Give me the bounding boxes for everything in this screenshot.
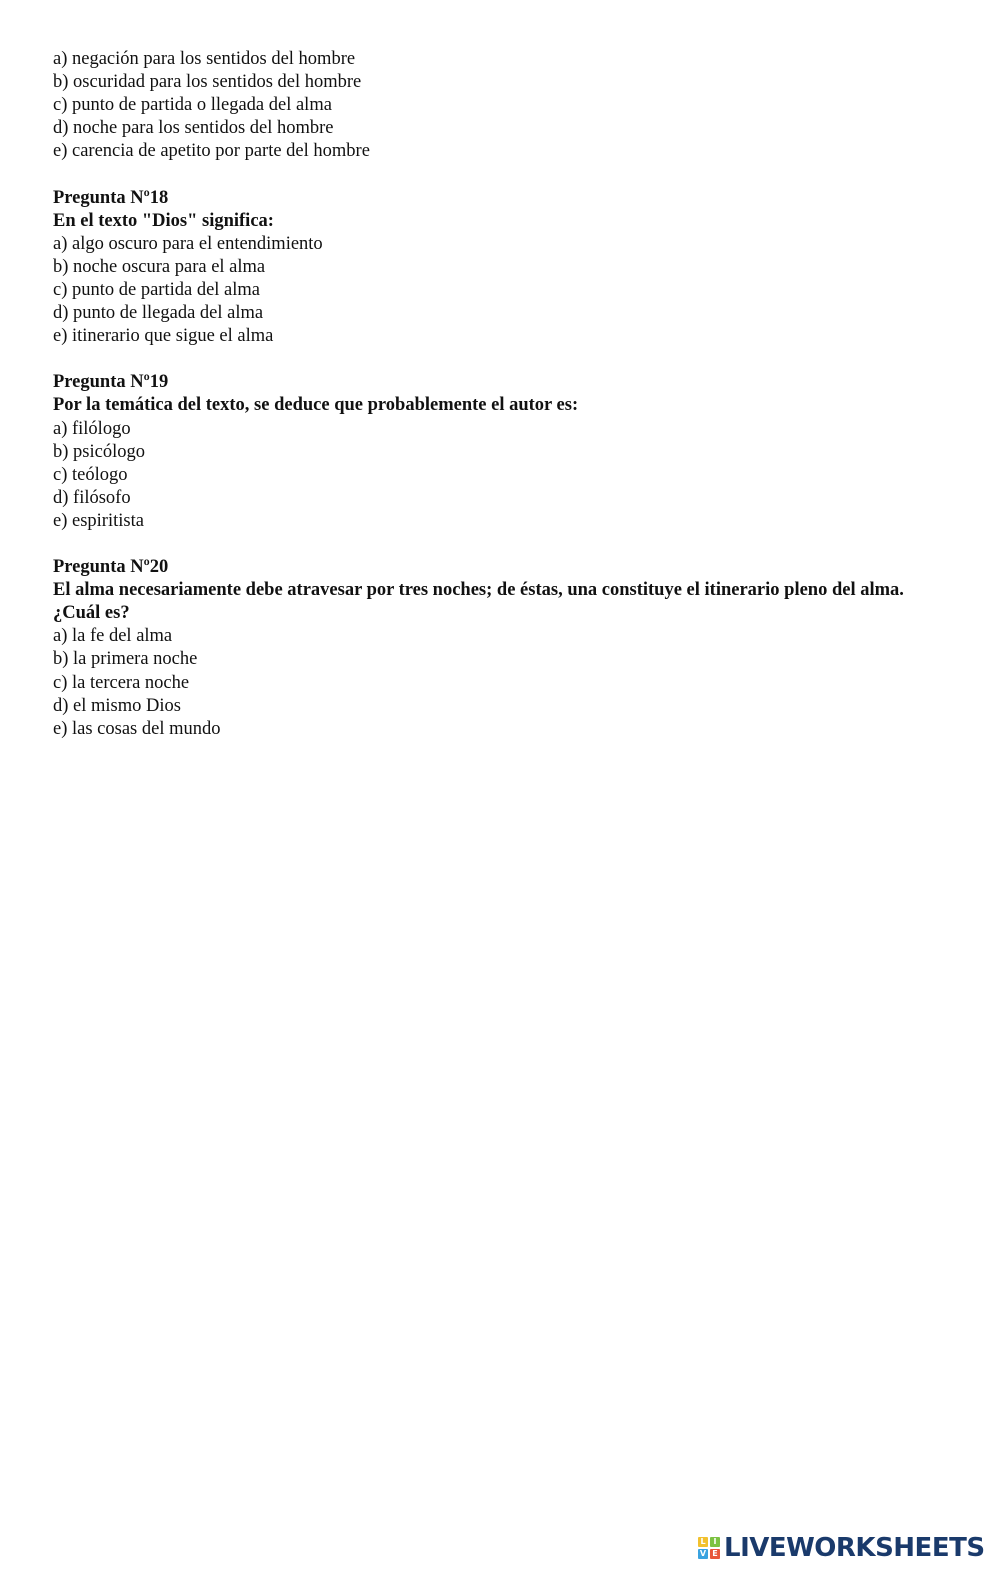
option-a: a) negación para los sentidos del hombre	[53, 49, 356, 69]
question-title: Pregunta Nº20	[53, 557, 169, 578]
logo-tile-e: E	[710, 1549, 720, 1559]
question-18	[53, 187, 953, 349]
option-e: e) las cosas del mundo	[53, 718, 221, 739]
option-b: b) oscuridad para los sentidos del hombre	[53, 72, 362, 93]
worksheet-content	[53, 48, 953, 741]
liveworksheets-logo	[698, 1533, 985, 1563]
logo-tile-l: L	[698, 1537, 708, 1547]
option-e: e) espiritista	[53, 510, 144, 531]
question-prompt: El alma necesariamente debe atravesar por tres noches; de éstas, una constituye el itinerario pleno del alma. ¿Cuál es?	[53, 580, 904, 624]
option-b: b) noche oscura para el alma	[53, 256, 266, 277]
question-title: Pregunta Nº18	[53, 187, 169, 208]
option-c: c) la tercera noche	[53, 672, 190, 693]
option-e: e) itinerario que sigue el alma	[53, 326, 274, 347]
option-a: a) filólogo	[53, 418, 131, 439]
logo-tile-i: I	[710, 1537, 720, 1547]
question-prompt: Por la temática del texto, se deduce que probablemente el autor es:	[53, 395, 579, 416]
option-c: c) punto de partida o llegada del alma	[53, 95, 332, 116]
option-c: c) teólogo	[53, 464, 128, 485]
logo-mark-icon	[698, 1537, 720, 1559]
option-b: b) la primera noche	[53, 649, 198, 670]
option-d: d) el mismo Dios	[53, 695, 181, 716]
option-d: d) noche para los sentidos del hombre	[53, 118, 334, 139]
question-19	[53, 371, 953, 533]
logo-text: LIVEWORKSHEETS	[724, 1533, 985, 1563]
option-c: c) punto de partida del alma	[53, 279, 261, 300]
question-20	[53, 556, 953, 741]
option-e: e) carencia de apetito por parte del hombre	[53, 141, 370, 162]
option-a: a) algo oscuro para el entendimiento	[53, 233, 323, 254]
option-a: a) la fe del alma	[53, 626, 173, 647]
question-title: Pregunta Nº19	[53, 372, 169, 393]
option-d: d) filósofo	[53, 487, 131, 508]
option-b: b) psicólogo	[53, 441, 145, 462]
question-prompt: En el texto "Dios" significa:	[53, 210, 274, 231]
option-d: d) punto de llegada del alma	[53, 303, 264, 324]
prev-question-options	[53, 48, 953, 163]
logo-tile-v: V	[699, 1549, 707, 1558]
